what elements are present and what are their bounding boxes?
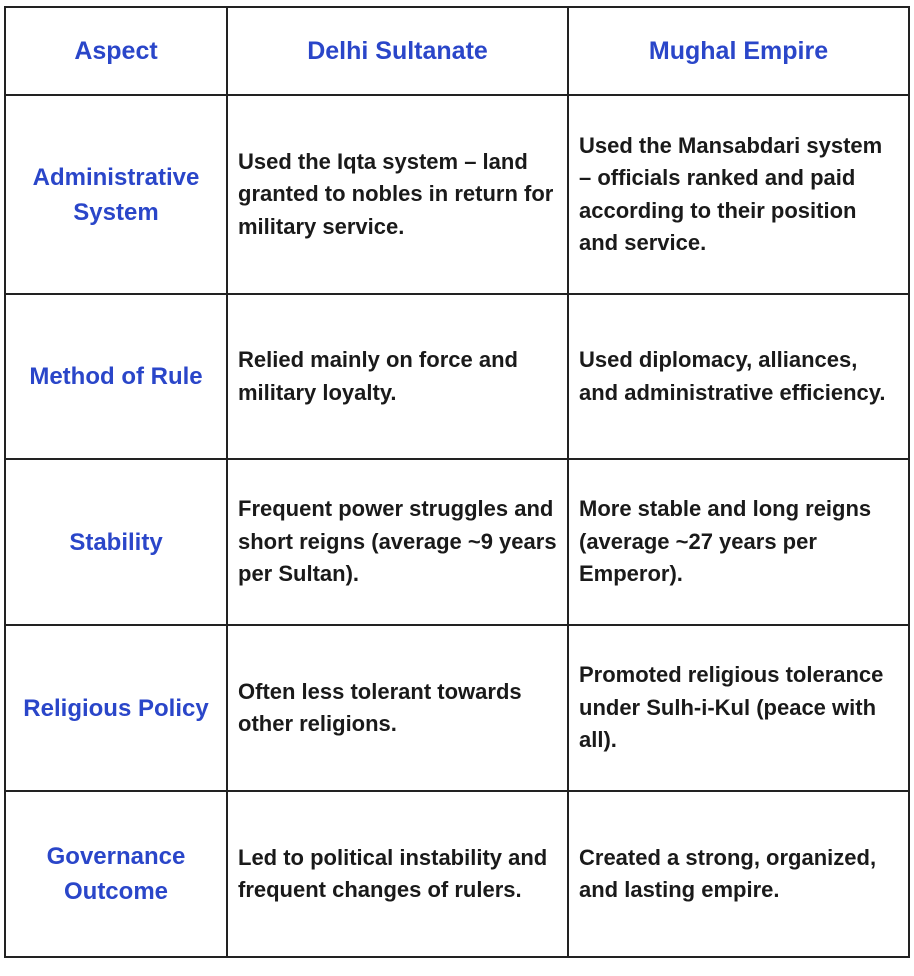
header-delhi-sultanate: Delhi Sultanate [227,7,568,95]
sultanate-cell: Used the Iqta system – land granted to nobles in return for military service. [227,95,568,294]
aspect-cell: Stability [5,459,227,625]
aspect-cell: Religious Policy [5,625,227,791]
mughal-cell: Used diplomacy, alliances, and administrative efficiency. [568,294,909,459]
table-row [5,459,909,625]
sultanate-cell: Often less tolerant towards other religions. [227,625,568,791]
header-mughal-empire: Mughal Empire [568,7,909,95]
table-row [5,625,909,791]
table-row [5,294,909,459]
sultanate-cell: Relied mainly on force and military loyalty. [227,294,568,459]
sultanate-cell: Frequent power struggles and short reigns (average ~9 years per Sultan). [227,459,568,625]
aspect-cell: Administrative System [5,95,227,294]
table-row [5,791,909,957]
header-row [5,7,909,95]
mughal-cell: Created a strong, organized, and lasting empire. [568,791,909,957]
sultanate-cell: Led to political instability and frequent changes of rulers. [227,791,568,957]
header-aspect: Aspect [5,7,227,95]
mughal-cell: Promoted religious tolerance under Sulh-i-Kul (peace with all). [568,625,909,791]
comparison-table [4,6,910,958]
aspect-cell: Method of Rule [5,294,227,459]
table-row [5,95,909,294]
mughal-cell: More stable and long reigns (average ~27 years per Emperor). [568,459,909,625]
mughal-cell: Used the Mansabdari system – officials ranked and paid according to their position and service. [568,95,909,294]
aspect-cell: Governance Outcome [5,791,227,957]
